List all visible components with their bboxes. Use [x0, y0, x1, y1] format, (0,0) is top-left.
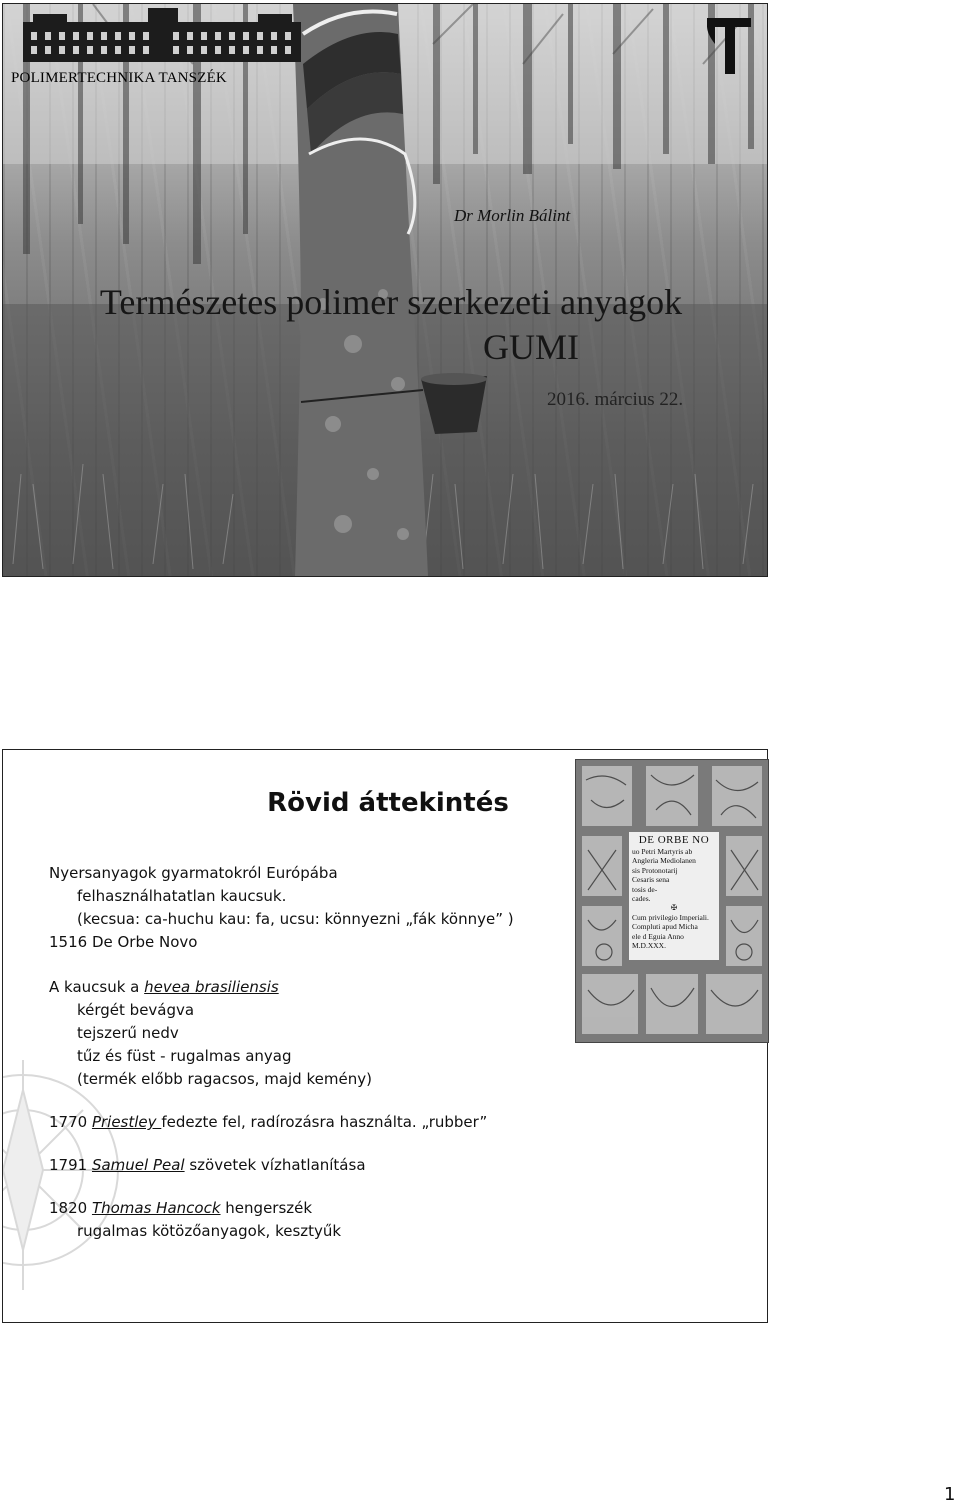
book-line: Cum privilegio Imperiali.: [632, 912, 709, 922]
text-line: Nyersanyagok gyarmatokról Európába: [49, 864, 338, 882]
title-slide: [2, 3, 768, 577]
species-link[interactable]: hevea brasiliensis: [144, 978, 279, 996]
de-orbe-novo-cover-image: [575, 759, 769, 1043]
text-line: (termék előbb ragacsos, majd kemény): [77, 1070, 372, 1088]
text-line: felhasználhatatlan kaucsuk.: [77, 887, 287, 905]
book-line: uo Petri Martyris ab: [632, 847, 693, 856]
book-line: Cesaris sena: [632, 875, 670, 885]
text-line: tejszerű nedv: [77, 1024, 179, 1042]
author-name: Dr Morlin Bálint: [454, 206, 571, 225]
year: 1770: [49, 1113, 92, 1131]
text-line: 1516 De Orbe Novo: [49, 933, 198, 951]
text-line: kérgét bevágva: [77, 1001, 195, 1019]
slide-heading: Rövid áttekintés: [267, 788, 509, 818]
text-span: fedezte fel, radírozásra használta. „rubber”: [161, 1113, 488, 1131]
text-line: [49, 1111, 609, 1134]
text-line: [49, 976, 609, 999]
book-line: ✠: [670, 903, 678, 913]
slide-date: 2016. március 22.: [547, 389, 684, 410]
thomas-hancock-link[interactable]: Thomas Hancock: [91, 1199, 221, 1217]
book-line: M.D.XXX.: [632, 941, 666, 951]
department-name: POLIMERTECHNIKA TANSZÉK: [11, 70, 227, 86]
text-line: rugalmas kötözőanyagok, kesztyűk: [77, 1222, 342, 1240]
book-line: Compluti apud Micha: [632, 922, 698, 932]
samuel-peal-link[interactable]: Samuel Peal: [91, 1156, 185, 1174]
text-span: hengerszék: [220, 1199, 313, 1217]
year: 1820: [49, 1199, 92, 1217]
slide-subtitle: GUMI: [483, 327, 579, 367]
priestley-link[interactable]: Priestley: [91, 1113, 162, 1131]
book-line: sis Protonotarij: [632, 865, 678, 875]
book-line: cades.: [632, 894, 651, 904]
slide-title: Természetes polimer szerkezeti anyagok: [99, 282, 683, 322]
book-title-text: DE ORBE NO: [638, 834, 710, 846]
text-line: [49, 1154, 609, 1177]
book-line: tosis de-: [632, 884, 658, 894]
text-line: [49, 1197, 609, 1220]
text-line: (kecsua: ca-huchu kau: fa, ucsu: könnyezni „fák könnye” ): [77, 910, 514, 928]
text-span: A kaucsuk a: [49, 978, 145, 996]
slide-body: [49, 862, 609, 1243]
book-line: Angleria Mediolanen: [632, 856, 696, 866]
book-line: ele d Eguia Anno: [632, 931, 684, 941]
page-number: 1: [944, 1484, 956, 1505]
text-line: tűz és füst - rugalmas anyag: [77, 1047, 292, 1065]
book-title-lines: [632, 847, 716, 950]
book-title-panel: [629, 832, 719, 960]
text-span: szövetek vízhatlanítása: [184, 1156, 366, 1174]
year: 1791: [49, 1156, 92, 1174]
